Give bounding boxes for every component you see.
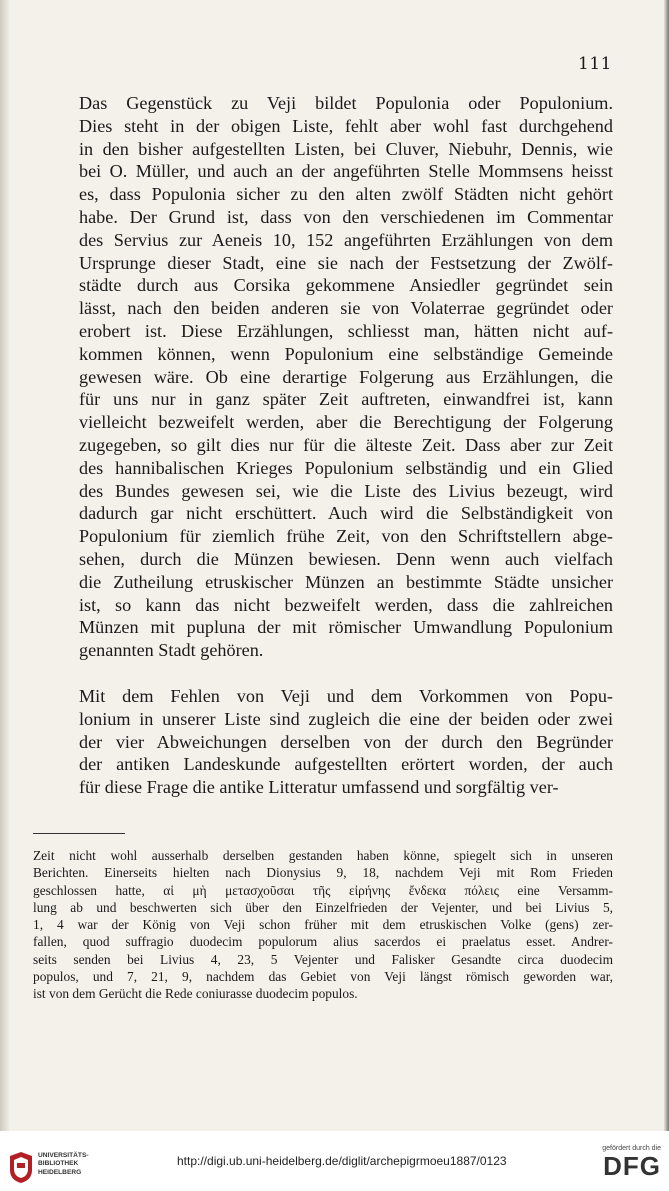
footnote-line: Berichten. Einerseits hielten nach Dionysius 9, 18, nachdem Veji mit Rom Frieden [33, 865, 613, 881]
body-text [33, 92, 613, 799]
text-line: des hannibalischen Krieges Populonium selbständig und ein Glied [79, 457, 613, 478]
paragraph-2 [33, 685, 613, 799]
footnote-line: 1, 4 war der König von Veji schon früher mit dem etruskischen Volke (gens) zer- [33, 917, 613, 933]
footnote [33, 847, 613, 1003]
text-line: sehen, durch die Münzen bewiesen. Denn wenn auch vielfach [79, 548, 613, 569]
footnote-line: populos, und 7, 21, 9, nachdem das Gebiet von Veji längst römisch geworden war, [33, 969, 613, 985]
footer-bar [0, 1131, 669, 1191]
text-line: Ursprunge dieser Stadt, eine sie nach der Festsetzung der Zwölf- [79, 252, 613, 273]
text-line: für diese Frage die antike Litteratur umfassend und sorgfältig ver- [79, 777, 559, 798]
footnote-line: seits senden bei Livius 4, 23, 5 Vejenter und Falisker Gesandte circa duodecim [33, 951, 613, 967]
text-line: vielleicht bezweifelt werden, aber die Berechtigung der Folgerung [79, 412, 613, 433]
text-line: städte durch aus Corsika gekommene Ansiedler gegründet sein [79, 275, 613, 296]
text-line: der antiken Landeskunde aufgestellten erörtert worden, der auch [79, 754, 613, 775]
text-line: gewesen wäre. Ob eine derartige Folgerung aus Erzählungen, die [79, 366, 613, 387]
text-line: zugegeben, so gilt dies nur für die älteste Zeit. Dass aber zur Zeit [79, 434, 613, 455]
footnote-line: ist von dem Gerücht die Rede coniurasse duodecim populos. [33, 986, 358, 1002]
text-line: erobert ist. Diese Erzählungen, schliesst man, hätten nicht auf- [79, 320, 613, 341]
logo-line: BIBLIOTHEK [38, 1160, 79, 1168]
footnote-line: lung ab und beschwerten sich über den Einzelfrieden der Vejenter, und bei Livius 5, [33, 899, 613, 915]
text-line: es, dass Populonia sicher zu den alten zwölf Städten nicht gehört [79, 184, 613, 205]
text-line: des Servius zur Aeneis 10, 152 angeführten Erzählungen von dem [79, 229, 613, 250]
text-line: genannten Stadt gehören. [79, 640, 264, 661]
text-line: bei O. Müller, und auch an der angeführten Stelle Mommsens heisst [79, 161, 613, 182]
logo-line: UNIVERSITÄTS- [38, 1152, 89, 1159]
page-edge-left [0, 0, 9, 1191]
logo-text [38, 1152, 89, 1177]
footnote-line: geschlossen hatte, αἱ μὴ μετασχοῦσαι τῆς εἰρήνης ἔνδεκα πόλεις eine Versamm- [33, 882, 613, 898]
footnote-line: Zeit nicht wohl ausserhalb derselben gestanden haben könne, spiegelt sich in unseren [33, 848, 613, 863]
text-line: dadurch gar nicht erschüttert. Auch wird die Selbständigkeit von [79, 503, 613, 524]
text-line: Populonium für ziemlich frühe Zeit, von den Schriftstellern abge- [79, 526, 613, 547]
logo-line: HEIDELBERG [38, 1168, 82, 1176]
text-line: kommen können, wenn Populonium eine selbständige Gemeinde [79, 343, 613, 364]
text-line: habe. Der Grund ist, dass von den verschiedenen im Commentar [79, 206, 613, 227]
heidelberg-crest-icon [8, 1150, 34, 1184]
text-line: des Bundes gewesen sei, wie die Liste des Livius bezeugt, wird [79, 480, 613, 501]
text-line: die Zutheilung etruskischer Münzen an bestimmte Städte unsicher [79, 571, 613, 592]
text-line: lonium in unserer Liste sind zugleich die eine der beiden oder zwei [79, 708, 613, 729]
footnote-rule [33, 833, 125, 834]
text-line: in den bisher aufgestellten Listen, bei Cluver, Niebuhr, Dennis, wie [79, 138, 613, 159]
university-library-logo[interactable] [8, 1148, 128, 1186]
page-number: 111 [578, 54, 612, 74]
footnote-line: fallen, quod suffragio duodecim populorum alius sacerdos ei praelatus esset. Andrer- [33, 934, 613, 950]
text-line: Das Gegenstück zu Veji bildet Populonia oder Populonium. [79, 93, 613, 113]
page-edge-right [664, 0, 669, 1191]
text-line: Münzen mit pupluna der mit römischer Umwandlung Populonium [79, 617, 613, 638]
dfg-wordmark: DFG [603, 1151, 661, 1181]
dfg-logo[interactable] [587, 1145, 661, 1187]
paragraph-1 [33, 92, 613, 662]
text-line: Dies steht in der obigen Liste, fehlt aber wohl fast durchgehend [79, 115, 613, 136]
text-line: der vier Abweichungen derselben von der durch den Begründer [79, 731, 613, 752]
text-line: lässt, nach den beiden anderen sie von Volaterrae gegründet oder [79, 298, 613, 319]
text-line: Mit dem Fehlen von Veji und dem Vorkommen von Popu- [79, 685, 613, 706]
text-line: ist, so kann das nicht bezweifelt werden, dass die zahlreichen [79, 594, 613, 615]
source-url-link[interactable]: http://digi.ub.uni-heidelberg.de/diglit/archepigrmoeu1887/0123 [177, 1154, 507, 1168]
dfg-funded-by-label: gefördert durch die [602, 1145, 661, 1152]
text-line: für uns nur in ganz später Zeit auftreten, einwandfrei ist, kann [79, 389, 613, 410]
